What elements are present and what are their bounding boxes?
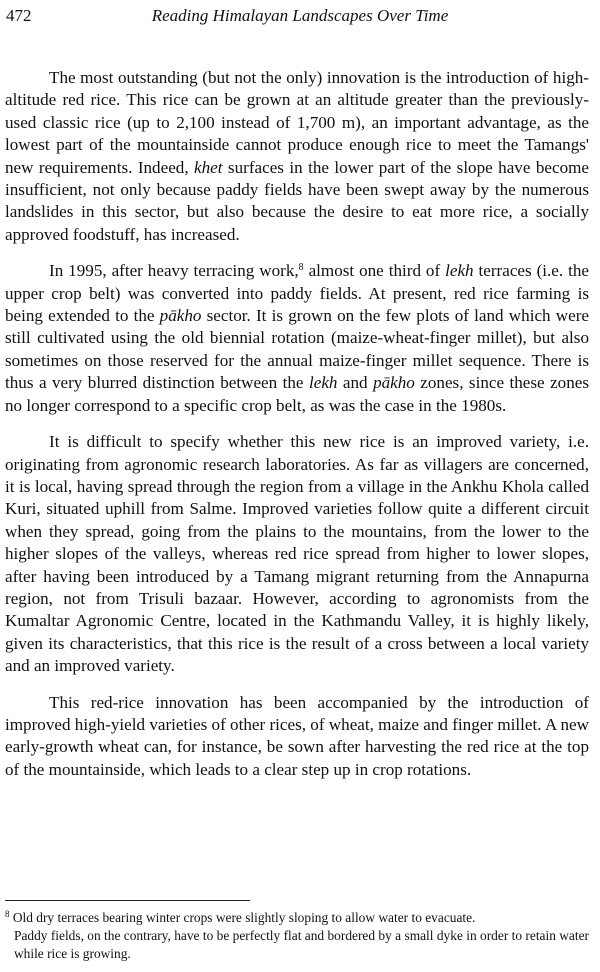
footnote-first-line	[5, 909, 589, 927]
term-lekh: lekh	[445, 261, 474, 281]
term-lekh-2: lekh	[308, 373, 338, 393]
footnote-marker: 8	[5, 909, 10, 919]
paragraph-1-text-b: surfaces in the lower part of the slope have become insufficient, not only because paddy fields have been swept away by the numerous landslides in this sector, but also because the desire to eat more rice, a socially approved foodstuff, has increased.	[5, 157, 589, 244]
body-text	[5, 67, 589, 781]
paragraph-2-text-b: almost one third of	[303, 261, 446, 281]
term-pakho: pākho	[159, 306, 202, 326]
footnote-text-first: Old dry terraces bearing winter crops were slightly sloping to allow water to evacuate.	[9, 910, 476, 925]
running-title: Reading Himalayan Landscapes Over Time	[151, 6, 449, 25]
paragraph-2-text-c: terraces (i.e. the upper crop belt) was converted into paddy fields. At present, red rice farming is being extended to the	[5, 261, 589, 326]
paragraph-2	[5, 260, 589, 417]
paragraph-2-text-f: zones, since these zones no longer correspond to a specific crop belt, as was the case in the 1980s.	[5, 373, 590, 415]
page-number: 472	[6, 6, 32, 25]
paragraph-2-text-a: In 1995, after heavy terracing work,	[49, 261, 299, 281]
footnote-text-rest: Paddy fields, on the contrary, have to be perfectly flat and bordered by a small dyke in order to retain water while rice is growing.	[14, 927, 589, 961]
paragraph-4: This red-rice innovation has been accompanied by the introduction of improved high-yield varieties of other rices, of wheat, maize and finger millet. A new early-growth wheat can, for instance, be sown after harvesting the red rice at the top of the mountainside, which leads to a clear step up in crop rotations.	[5, 692, 589, 779]
paragraph-1-text-a: The most outstanding (but not the only) innovation is the introduction of high-altitude red rice. This rice can be grown at an altitude greater than the previously-used classic rice (up to 2,100 instead of 1,700 m), an important advantage, as the lowest part of the mountainside cannot produce enough rice to meet the Tamangs' new requirements. Indeed,	[5, 68, 589, 177]
paragraph-2-text-d: sector. It is grown on the few plots of land which were still cultivated using the old biennial rotation (maize-wheat-finger millet), but also sometimes on those reserved for the annual maize-finger millet sequence. There is thus a very blurred distinction between the	[5, 306, 589, 393]
footnote	[5, 909, 589, 962]
paragraph-3: It is difficult to specify whether this new rice is an improved variety, i.e. originating from agronomic research laboratories. As far as villagers are concerned, it is local, having spread through the region from a village in the Ankhu Khola called Kuri, situated uphill from Salme. Improved varieties follow quite a different circuit when they spread, going from the plains to the mountains, from the lower to the higher slopes of the valleys, whereas red rice spread from higher to lower slopes, after having been introduced by a Tamang migrant returning from the Annapurna region, not from Trisuli bazaar. However, according to agronomists from the Kumaltar Agronomic Centre, located in the Kathmandu Valley, it is highly likely, given its characteristics, that this rice is the result of a cross between a local variety and an improved variety.	[5, 432, 589, 676]
paragraph-1	[5, 67, 589, 246]
term-pakho-2: pākho	[373, 373, 415, 393]
footnote-reference[interactable]: 8	[298, 262, 304, 274]
footnote-divider	[5, 900, 250, 901]
paragraph-2-text-e: and	[337, 373, 374, 393]
running-head	[6, 6, 594, 30]
term-khet: khet	[194, 157, 223, 177]
